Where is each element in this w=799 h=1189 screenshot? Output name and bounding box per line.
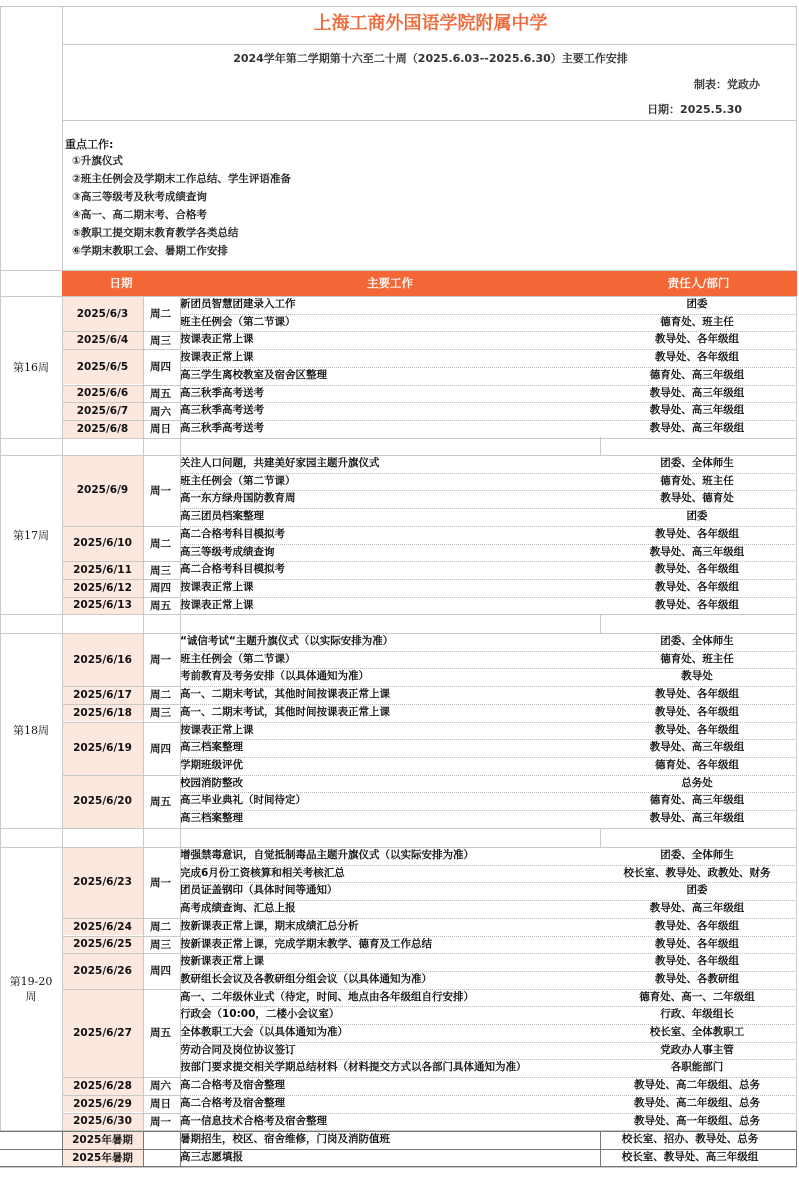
work-item: 高二合格考科目模拟考 — [180, 563, 285, 576]
date-cell: 2025/6/5 — [62, 349, 143, 384]
responsible-dept: 教导处、高三年级组 — [649, 741, 745, 754]
work-item: 高二合格考科目模拟考 — [180, 527, 285, 540]
work-item: 按部门要求提交相关学期总结材料（材料提交方式以各部门具体通知为准） — [180, 1061, 527, 1074]
responsible-dept: 德育处、高一、二年级组 — [639, 990, 755, 1003]
work-item: 班主任例会（第二节课） — [180, 474, 296, 487]
work-item: “诚信考试“主题升旗仪式（以实际安排为准） — [180, 635, 394, 647]
week-label: 第17周 — [0, 455, 62, 614]
maker-label: 制表：党政办 — [694, 78, 760, 91]
responsible-dept: 教导处、高三年级组 — [649, 386, 745, 399]
responsible-dept: 教导处、各年级组 — [655, 527, 739, 540]
work-item: 教研组长会议及各教研组分组会议（以具体通知为准） — [180, 972, 432, 985]
date-cell: 2025/6/17 — [62, 686, 143, 704]
date-cell: 2025/6/30 — [62, 1113, 143, 1131]
week-label: 第18周 — [0, 633, 62, 828]
date-cell: 2025/6/19 — [62, 722, 143, 775]
weekday-cell: 周五 — [143, 597, 178, 615]
work-item: 高二合格考及宿舍整理 — [180, 1096, 285, 1109]
work-item: 高三档案整理 — [180, 812, 243, 824]
weekday-cell: 周三 — [143, 331, 178, 349]
weekday-cell: 周三 — [143, 561, 178, 579]
week-label: 第19-20周 — [0, 847, 62, 1130]
work-item: 增强禁毒意识，自觉抵制毒品主题升旗仪式（以实际安排为准） — [180, 849, 474, 861]
date-cell: 2025/6/25 — [62, 936, 143, 954]
work-item: 全体教职工大会（以具体通知为准） — [180, 1026, 348, 1038]
weekday-cell: 周三 — [143, 704, 178, 722]
work-item: 学期班级评优 — [180, 758, 243, 771]
responsible-dept: 教导处、各年级组 — [655, 598, 739, 611]
responsible-dept: 校长室、招办、教导处、总务 — [621, 1133, 759, 1145]
key-point-item: ④高一、高二期末考、合格考 — [72, 209, 207, 221]
responsible-dept: 教导处、高三年级组 — [649, 902, 745, 915]
work-item: 按新课表正常上课，期末成绩汇总分析 — [180, 919, 359, 932]
work-item: 高一信息技术合格考及宿舍整理 — [180, 1114, 327, 1127]
weekday-cell: 周二 — [143, 686, 178, 704]
work-item: 高三学生离校教室及宿舍区整理 — [180, 368, 327, 381]
responsible-dept: 教导处、各教研组 — [655, 972, 739, 985]
work-item: 高三团员档案整理 — [180, 510, 264, 523]
responsible-dept: 教导处、高三年级组 — [649, 812, 745, 824]
key-points-title: 重点工作: — [65, 138, 114, 151]
weekday-cell: 周一 — [143, 847, 178, 918]
responsible-dept: 校长室、教导处、高三年级组 — [621, 1150, 759, 1163]
date-cell: 2025/6/10 — [62, 526, 143, 561]
date-cell: 2025/6/11 — [62, 561, 143, 579]
work-item: 校园消防整改 — [180, 776, 243, 789]
work-item: 高三毕业典礼（时间待定） — [180, 794, 306, 807]
responsible-dept: 教导处、各年级组 — [655, 688, 739, 701]
responsible-dept: 教导处、各年级组 — [655, 563, 739, 576]
work-item: 按课表正常上课 — [180, 598, 254, 611]
key-point-item: ①升旗仪式 — [72, 155, 123, 167]
date-cell: 2025/6/28 — [62, 1077, 143, 1095]
work-item: 关注人口问题，共建美好家园主题升旗仪式 — [180, 457, 380, 469]
responsible-dept: 行政、年级组长 — [660, 1008, 734, 1021]
date-cell: 2025/6/16 — [62, 633, 143, 686]
responsible-dept: 教导处、高二年级组、总务 — [634, 1096, 760, 1109]
work-item: 行政会（10:00，二楼小会议室） — [180, 1008, 340, 1021]
page-title: 上海工商外国语学院附属中学 — [313, 13, 548, 34]
responsible-dept: 教导处 — [681, 670, 713, 683]
date-cell: 2025/6/23 — [62, 847, 143, 918]
date-cell: 2025/6/13 — [62, 597, 143, 615]
key-point-item: ②班主任例会及学期末工作总结、学生评语准备 — [72, 173, 291, 185]
date-cell: 2025/6/3 — [62, 296, 143, 331]
work-item: 团员证盖钢印（具体时间等通知） — [180, 884, 338, 897]
weekday-cell: 周五 — [143, 385, 178, 403]
date-label: 日期：2025.5.30 — [647, 103, 742, 116]
responsible-dept: 德育处、高三年级组 — [649, 368, 745, 381]
date-cell: 2025/6/27 — [62, 989, 143, 1078]
responsible-dept: 各职能部门 — [670, 1061, 724, 1074]
responsible-dept: 校长室、教导处、政教处、财务 — [623, 866, 771, 879]
responsible-dept: 教导处、高二年级组、总务 — [634, 1079, 760, 1092]
weekday-cell: 周六 — [143, 1077, 178, 1095]
responsible-dept: 教导处、各年级组 — [655, 580, 739, 593]
work-item: 按课表正常上课 — [180, 723, 254, 736]
weekday-cell: 周四 — [143, 953, 178, 988]
key-point-item: ③高三等级考及秋考成绩查询 — [72, 191, 207, 203]
work-item: 高三等级考成绩查询 — [180, 545, 275, 558]
weekday-cell: 周五 — [143, 989, 178, 1078]
weekday-cell: 周日 — [143, 1095, 178, 1113]
work-item: 高三档案整理 — [180, 741, 243, 754]
weekday-cell: 周四 — [143, 349, 178, 384]
weekday-cell: 周一 — [143, 455, 178, 526]
date-cell: 2025/6/8 — [62, 420, 143, 438]
responsible-dept: 团委、全体师生 — [660, 849, 734, 861]
work-item: 班主任例会（第二节课） — [180, 315, 296, 328]
work-item: 高二合格考及宿舍整理 — [180, 1079, 285, 1092]
responsible-dept: 团委 — [686, 510, 708, 523]
work-item: 按课表正常上课 — [180, 351, 254, 364]
work-item: 高三志愿填报 — [180, 1150, 243, 1163]
key-point-item: ⑥学期末教职工会、暑期工作安排 — [72, 245, 228, 257]
responsible-dept: 教导处、高三年级组 — [649, 421, 745, 434]
responsible-dept: 德育处、班主任 — [660, 474, 734, 487]
date-cell: 2025/6/24 — [62, 918, 143, 936]
responsible-dept: 教导处、各年级组 — [655, 937, 739, 950]
work-item: 高一、二期末考试，其他时间按课表正常上课 — [180, 688, 390, 701]
week-label: 第16周 — [0, 296, 62, 438]
work-item: 按新课表正常上课，完成学期末教学、德育及工作总结 — [180, 937, 432, 950]
key-point-item: ⑤教职工提交期末教育教学各类总结 — [72, 227, 239, 239]
weekday-cell: 周五 — [143, 775, 178, 828]
date-cell: 2025/6/4 — [62, 331, 143, 349]
date-cell: 2025/6/29 — [62, 1095, 143, 1113]
header-resp: 责任人/部门 — [600, 270, 797, 296]
responsible-dept: 团委 — [686, 298, 708, 310]
weekday-cell: 周一 — [143, 633, 178, 686]
date-cell: 2025/6/20 — [62, 775, 143, 828]
responsible-dept: 教导处、高一年级组、总务 — [634, 1114, 760, 1127]
work-item: 高一东方绿舟国防教育周 — [180, 492, 296, 505]
responsible-dept: 教导处、高三年级组 — [649, 545, 745, 558]
responsible-dept: 教导处、高三年级组 — [649, 404, 745, 417]
responsible-dept: 德育处、高三年级组 — [649, 794, 745, 807]
date-cell: 2025/6/12 — [62, 579, 143, 597]
work-item: 高一、二期末考试，其他时间按课表正常上课 — [180, 705, 390, 718]
responsible-dept: 教导处、各年级组 — [655, 919, 739, 932]
date-cell: 2025/6/6 — [62, 385, 143, 403]
responsible-dept: 德育处、班主任 — [660, 652, 734, 665]
work-item: 按新课表正常上课 — [180, 955, 264, 968]
weekday-cell: 周一 — [143, 1113, 178, 1131]
responsible-dept: 教导处、各年级组 — [655, 333, 739, 346]
date-cell: 2025/6/9 — [62, 455, 143, 526]
header-work: 主要工作 — [180, 270, 600, 296]
date-cell: 2025年暑期 — [62, 1131, 143, 1149]
work-item: 暑期招生，校区、宿舍维修，门岗及消防值班 — [180, 1133, 390, 1145]
date-cell: 2025/6/18 — [62, 704, 143, 722]
work-item: 高考成绩查询、汇总上报 — [180, 902, 296, 915]
responsible-dept: 党政办人事主管 — [660, 1043, 734, 1056]
work-item: 高三秋季高考送考 — [180, 386, 264, 399]
responsible-dept: 团委、全体师生 — [660, 635, 734, 647]
date-cell: 2025/6/7 — [62, 402, 143, 420]
work-item: 新团员智慧团建录入工作 — [180, 298, 296, 310]
weekday-cell: 周六 — [143, 402, 178, 420]
work-item: 按课表正常上课 — [180, 580, 254, 593]
work-item: 班主任例会（第二节课） — [180, 652, 296, 665]
work-item: 高三秋季高考送考 — [180, 421, 264, 434]
work-item: 高一、二年级休业式（待定，时间、地点由各年级组自行安排） — [180, 990, 474, 1003]
responsible-dept: 团委 — [686, 884, 708, 897]
responsible-dept: 团委、全体师生 — [660, 457, 734, 469]
responsible-dept: 教导处、各年级组 — [655, 723, 739, 736]
date-cell: 2025年暑期 — [62, 1149, 143, 1167]
weekday-cell: 周四 — [143, 579, 178, 597]
page-subtitle: 2024学年第二学期第十六至二十周（2025.6.03--2025.6.30）主要工作安排 — [233, 52, 628, 65]
work-item: 完成6月份工资核算和相关考核汇总 — [180, 866, 345, 879]
work-item: 按课表正常上课 — [180, 333, 254, 346]
responsible-dept: 总务处 — [681, 776, 713, 789]
responsible-dept: 校长室、全体教职工 — [649, 1026, 745, 1038]
work-item: 劳动合同及岗位协议签订 — [180, 1043, 296, 1056]
weekday-cell: 周日 — [143, 420, 178, 438]
responsible-dept: 教导处、各年级组 — [655, 705, 739, 718]
responsible-dept: 教导处、各年级组 — [655, 955, 739, 968]
weekday-cell: 周二 — [143, 526, 178, 561]
responsible-dept: 教导处、各年级组 — [655, 351, 739, 364]
weekday-cell: 周四 — [143, 722, 178, 775]
responsible-dept: 教导处、德育处 — [660, 492, 734, 505]
weekday-cell: 周二 — [143, 918, 178, 936]
header-date: 日期 — [62, 270, 180, 296]
responsible-dept: 德育处、各年级组 — [655, 758, 739, 771]
work-item: 高三秋季高考送考 — [180, 404, 264, 417]
work-item: 考前教育及考务安排（以具体通知为准） — [180, 670, 369, 683]
weekday-cell: 周三 — [143, 936, 178, 954]
date-cell: 2025/6/26 — [62, 953, 143, 988]
responsible-dept: 德育处、班主任 — [660, 315, 734, 328]
weekday-cell: 周二 — [143, 296, 178, 331]
